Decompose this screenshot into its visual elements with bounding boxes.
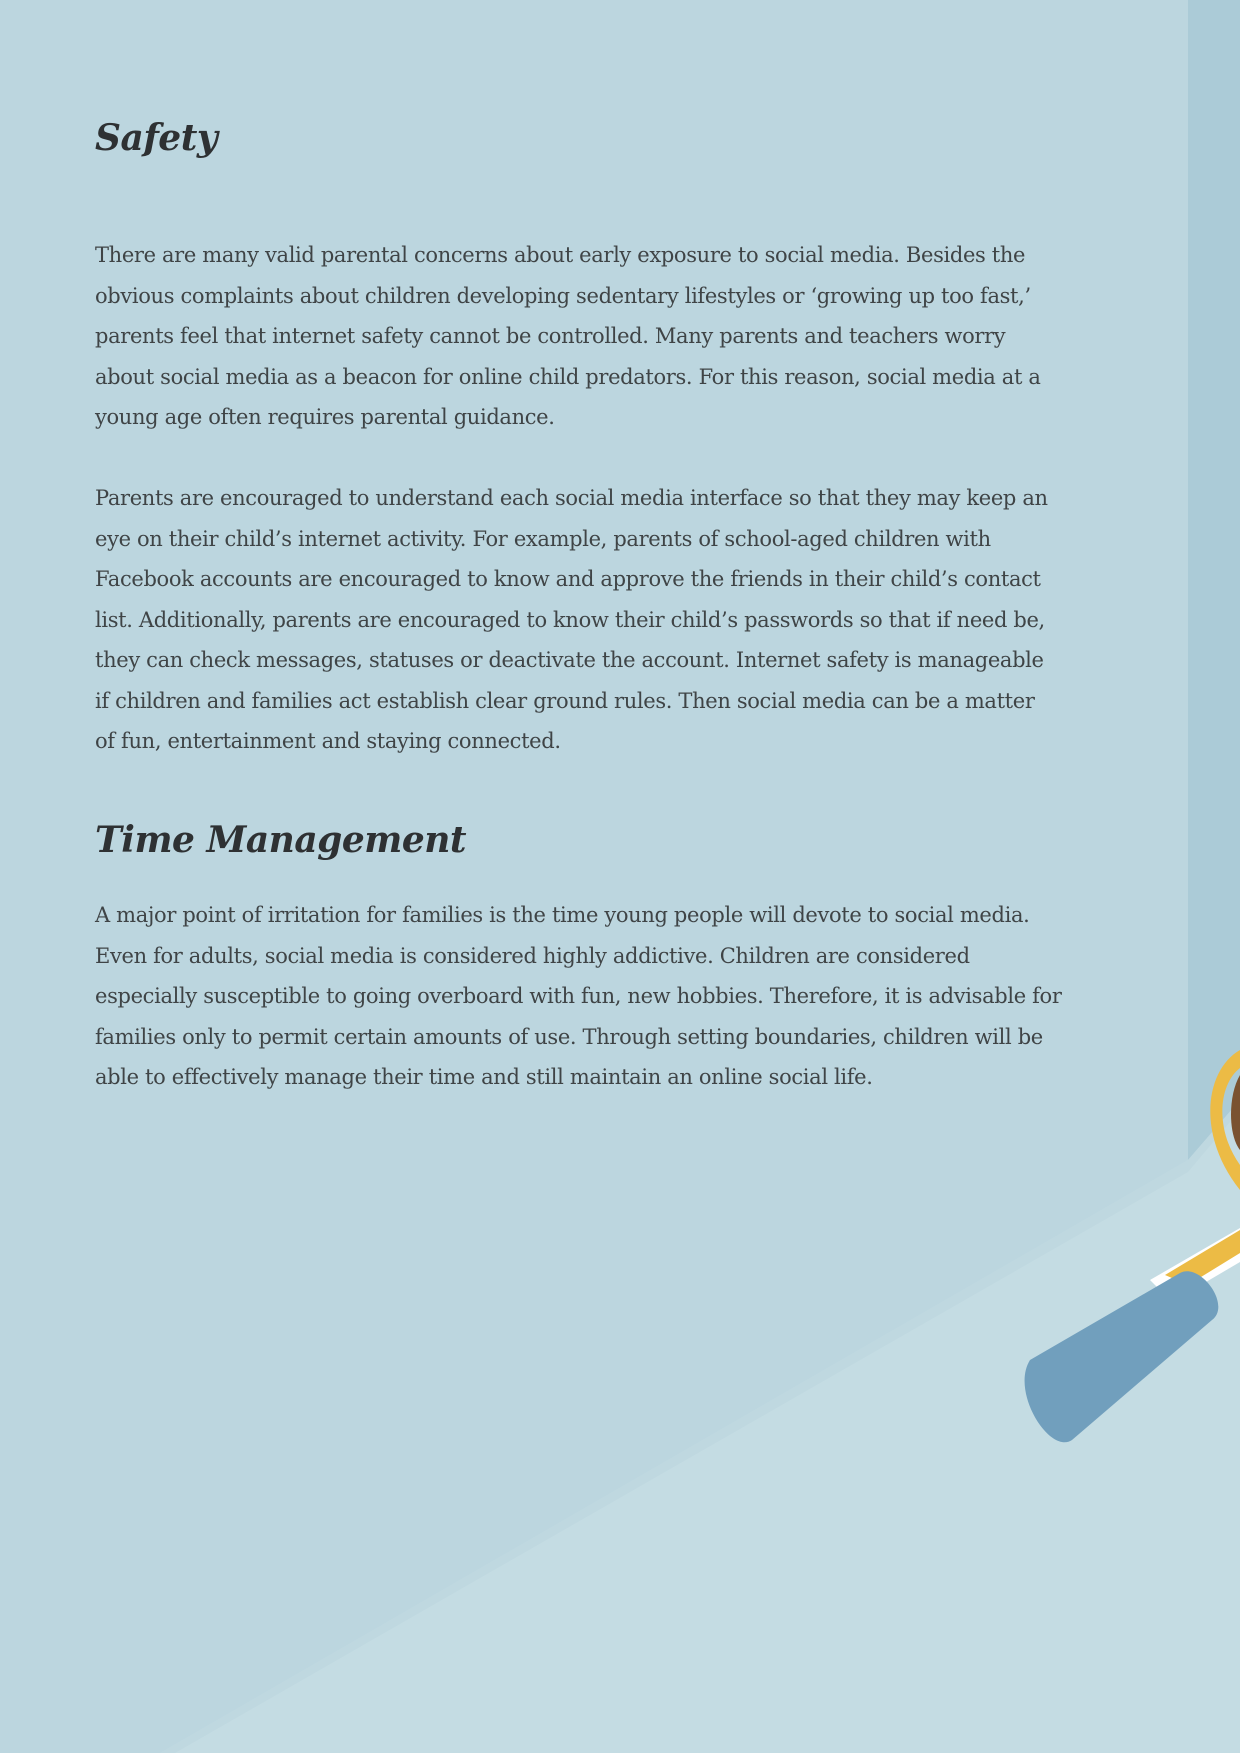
text-line: There are many valid parental concerns about early exposure to social media. Besides the [95, 243, 1026, 267]
text-line: A major point of irritation for families is the time young people will devote to social media. [95, 903, 1030, 927]
text-line: of fun, entertainment and staying connected. [95, 729, 561, 753]
paragraph-parent-guidance [95, 478, 1135, 762]
right-wall-panel [1188, 0, 1240, 1160]
heading-safety: Safety [95, 117, 218, 159]
text-line: able to effectively manage their time and still maintain an online social life. [95, 1065, 873, 1089]
text-line: Facebook accounts are encouraged to know and approve the friends in their child’s contact [95, 567, 1041, 591]
text-line: Parents are encouraged to understand each social media interface so that they may keep an [95, 486, 1048, 510]
text-line: young age often requires parental guidance. [95, 405, 555, 429]
text-line: obvious complaints about children developing sedentary lifestyles or ‘growing up too fast,’ [95, 283, 1031, 308]
text-line: list. Additionally, parents are encouraged to know their child’s passwords so that if need be, [95, 607, 1045, 632]
text-line: families only to permit certain amounts of use. Through setting boundaries, children will be [95, 1024, 1043, 1049]
paragraph-safety-concerns [95, 235, 1135, 438]
text-line: eye on their child’s internet activity. For example, parents of school-aged children with [95, 526, 991, 551]
text-line: they can check messages, statuses or deactivate the account. Internet safety is manageable [95, 648, 1044, 672]
text-line: parents feel that internet safety cannot be controlled. Many parents and teachers worry [95, 324, 1006, 348]
heading-time-management: Time Management [95, 819, 467, 861]
text-line: about social media as a beacon for online child predators. For this reason, social media at a [95, 364, 1041, 389]
text-line: Even for adults, social media is considered highly addictive. Children are considered [95, 943, 970, 968]
paragraph-time-management [95, 895, 1135, 1098]
text-line: especially susceptible to going overboard with fun, new hobbies. Therefore, it is advisable for [95, 984, 1062, 1008]
text-line: if children and families act establish clear ground rules. Then social media can be a matter [95, 688, 1035, 713]
